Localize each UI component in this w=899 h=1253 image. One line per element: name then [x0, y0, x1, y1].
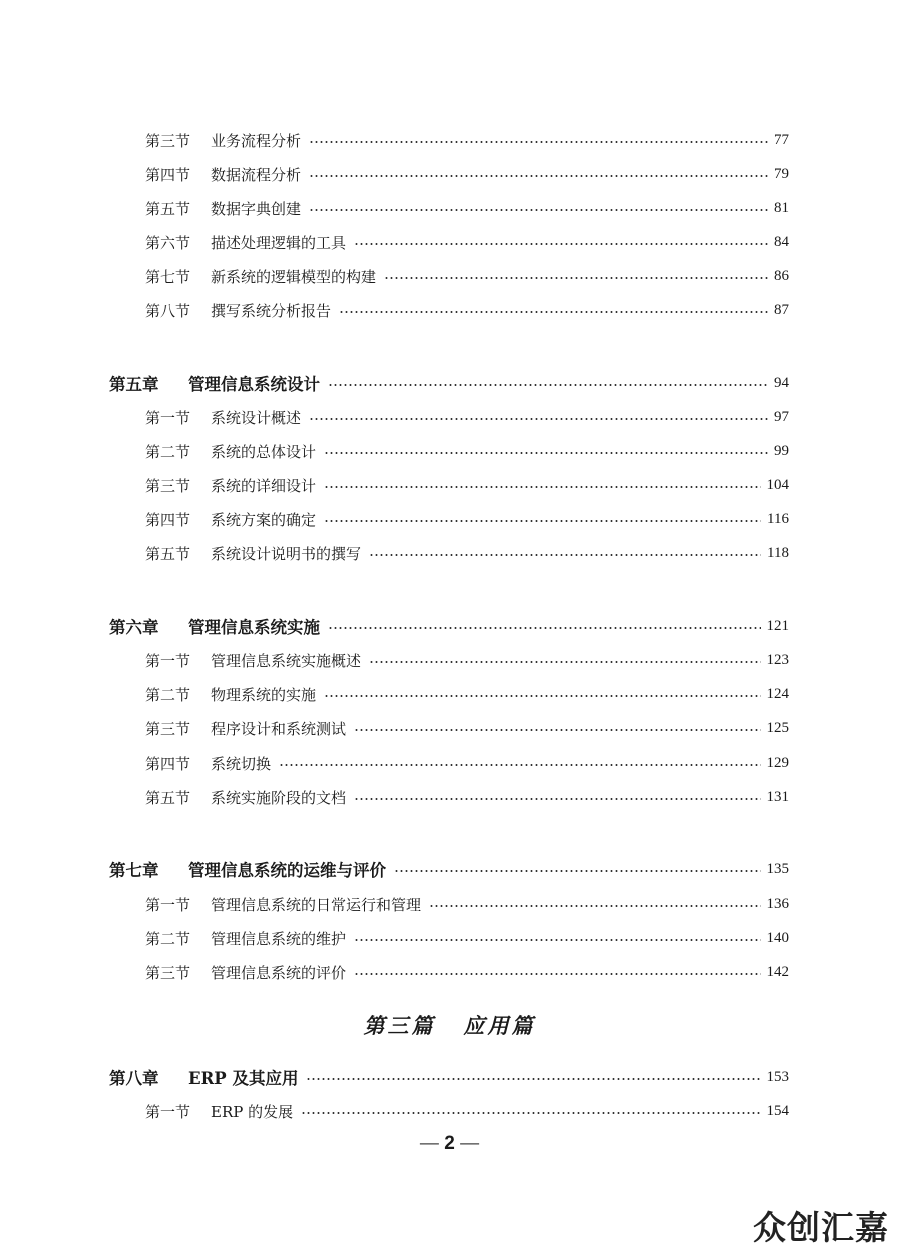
dot-leader [354, 973, 760, 975]
entry-page: 87 [774, 301, 789, 318]
entry-title: 撰写系统分析报告 [211, 301, 332, 320]
entry-page: 142 [766, 963, 789, 980]
entry-title: 新系统的逻辑模型的构建 [211, 267, 377, 286]
chapter-page: 135 [766, 860, 789, 877]
toc-entry [145, 160, 789, 188]
toc-entry [145, 505, 789, 533]
toc-chapter [109, 612, 789, 640]
entry-title: ERP 的发展 [211, 1102, 294, 1121]
toc-entry [145, 890, 789, 918]
entry-number: 第二节 [145, 685, 191, 704]
entry-number: 第一节 [145, 408, 191, 427]
entry-page: 84 [774, 233, 789, 250]
chapter-number: 第七章 [109, 861, 159, 880]
entry-number: 第八节 [145, 301, 191, 320]
entry-number: 第四节 [145, 754, 191, 773]
entry-title: 管理信息系统实施概述 [211, 651, 362, 670]
entry-number: 第七节 [145, 267, 191, 286]
toc-entry [145, 296, 789, 324]
entry-page: 124 [766, 685, 789, 702]
entry-page: 86 [774, 267, 789, 284]
entry-page: 81 [774, 199, 789, 216]
dot-leader [324, 695, 760, 697]
dot-leader [394, 870, 761, 872]
watermark-logo: 众创汇嘉 [753, 1208, 889, 1247]
toc-entry [145, 262, 789, 290]
entry-page: 136 [766, 895, 789, 912]
dot-leader [354, 798, 760, 800]
chapter-number: 第六章 [109, 618, 159, 637]
entry-title: 业务流程分析 [211, 131, 302, 150]
chapter-title: 管理信息系统的运维与评价 [188, 861, 386, 880]
entry-title: 系统实施阶段的文档 [211, 788, 347, 807]
page-number: 2 [444, 1133, 455, 1154]
entry-number: 第三节 [145, 963, 191, 982]
entry-title: 系统的详细设计 [211, 476, 317, 495]
toc-entry [145, 194, 789, 222]
entry-title: 数据字典创建 [211, 199, 302, 218]
toc-entry [145, 714, 789, 742]
entry-page: 79 [774, 165, 789, 182]
entry-number: 第五节 [145, 544, 191, 563]
dot-leader [309, 175, 768, 177]
chapter-number: 第五章 [109, 375, 159, 394]
dot-leader [306, 1078, 760, 1080]
part-number: 第三篇 [363, 1013, 436, 1038]
entry-number: 第一节 [145, 1102, 191, 1121]
dot-leader [324, 486, 760, 488]
toc-entry [145, 437, 789, 465]
entry-number: 第五节 [145, 788, 191, 807]
toc-chapter [109, 1063, 789, 1091]
part-heading [0, 1010, 899, 1040]
entry-title: 数据流程分析 [211, 165, 302, 184]
toc-entry [145, 471, 789, 499]
entry-number: 第三节 [145, 719, 191, 738]
chapter-page: 121 [766, 617, 789, 634]
toc-entry [145, 126, 789, 154]
entry-number: 第三节 [145, 476, 191, 495]
entry-title: 系统方案的确定 [211, 510, 317, 529]
toc-entry [145, 958, 789, 986]
dot-leader [309, 418, 768, 420]
toc-entry [145, 539, 789, 567]
entry-title: 管理信息系统的维护 [211, 929, 347, 948]
dot-leader [309, 209, 768, 211]
entry-number: 第五节 [145, 199, 191, 218]
dot-leader [309, 141, 768, 143]
entry-page: 99 [774, 442, 789, 459]
toc-entry [145, 783, 789, 811]
entry-title: 系统设计概述 [211, 408, 302, 427]
page-footer [0, 1133, 899, 1155]
chapter-title: 管理信息系统实施 [188, 618, 320, 637]
dot-leader [279, 764, 760, 766]
toc-entry [145, 228, 789, 256]
chapter-title: ERP 及其应用 [188, 1069, 299, 1088]
entry-title: 管理信息系统的评价 [211, 963, 347, 982]
toc-entry [145, 1097, 789, 1125]
toc-entry [145, 646, 789, 674]
entry-title: 系统设计说明书的撰写 [211, 544, 362, 563]
entry-page: 116 [767, 510, 789, 527]
entry-number: 第二节 [145, 442, 191, 461]
footer-dash-left: — [419, 1133, 439, 1154]
chapter-page: 94 [774, 374, 789, 391]
dot-leader [354, 729, 760, 731]
entry-number: 第四节 [145, 165, 191, 184]
entry-number: 第一节 [145, 651, 191, 670]
entry-page: 154 [766, 1102, 789, 1119]
dot-leader [429, 905, 760, 907]
entry-number: 第四节 [145, 510, 191, 529]
entry-number: 第六节 [145, 233, 191, 252]
entry-page: 77 [774, 131, 789, 148]
footer-dash-right: — [460, 1133, 480, 1154]
toc-entry [145, 924, 789, 952]
entry-page: 123 [766, 651, 789, 668]
chapter-number: 第八章 [109, 1069, 159, 1088]
toc-entry [145, 749, 789, 777]
chapter-page: 153 [766, 1068, 789, 1085]
dot-leader [339, 311, 768, 313]
entry-page: 97 [774, 408, 789, 425]
entry-title: 描述处理逻辑的工具 [211, 233, 347, 252]
dot-leader [324, 452, 768, 454]
dot-leader [328, 384, 768, 386]
entry-page: 131 [766, 788, 789, 805]
toc-chapter [109, 855, 789, 883]
dot-leader [324, 520, 761, 522]
entry-number: 第三节 [145, 131, 191, 150]
toc-chapter [109, 369, 789, 397]
dot-leader [369, 661, 760, 663]
entry-title: 系统的总体设计 [211, 442, 317, 461]
entry-page: 125 [766, 719, 789, 736]
entry-page: 129 [766, 754, 789, 771]
toc-entry [145, 403, 789, 431]
entry-title: 管理信息系统的日常运行和管理 [211, 895, 422, 914]
entry-title: 物理系统的实施 [211, 685, 317, 704]
dot-leader [354, 243, 768, 245]
dot-leader [354, 939, 760, 941]
dot-leader [328, 627, 761, 629]
entry-page: 104 [766, 476, 789, 493]
chapter-title: 管理信息系统设计 [188, 375, 320, 394]
part-title: 应用篇 [463, 1013, 536, 1038]
entry-title: 程序设计和系统测试 [211, 719, 347, 738]
dot-leader [384, 277, 768, 279]
toc-entry [145, 680, 789, 708]
entry-title: 系统切换 [211, 754, 272, 773]
entry-number: 第二节 [145, 929, 191, 948]
entry-page: 118 [767, 544, 789, 561]
dot-leader [369, 554, 761, 556]
entry-number: 第一节 [145, 895, 191, 914]
entry-page: 140 [766, 929, 789, 946]
dot-leader [301, 1112, 760, 1114]
